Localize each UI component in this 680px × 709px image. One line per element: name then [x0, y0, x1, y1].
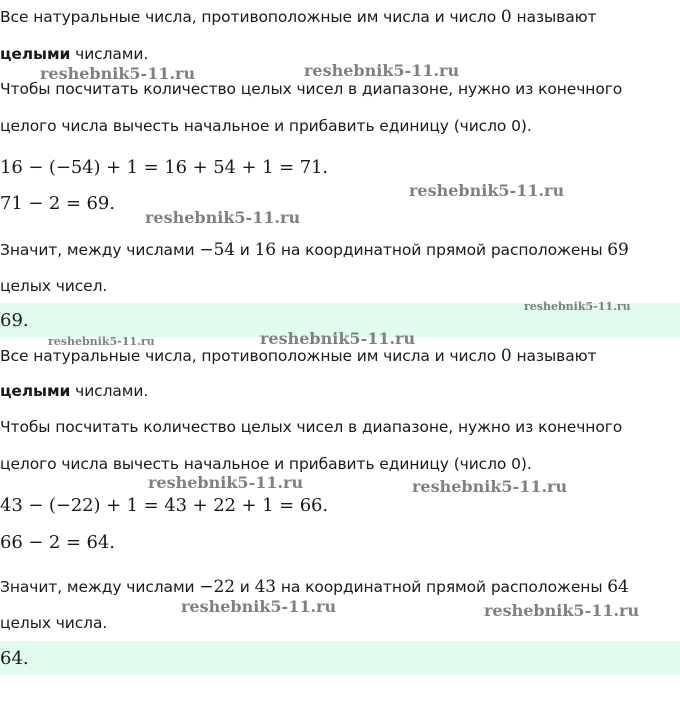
watermark: reshebnik5-11.ru: [304, 61, 460, 80]
watermark: reshebnik5-11.ru: [40, 64, 196, 83]
number-b: 16: [254, 240, 277, 260]
conclusion-line: Значит, между числами −22 и 43 на координатной прямой расположены 64: [0, 577, 629, 597]
watermark: reshebnik5-11.ru: [48, 335, 155, 348]
answer-box: [0, 641, 680, 675]
number-a: −54: [199, 240, 235, 260]
watermark: reshebnik5-11.ru: [409, 181, 565, 200]
watermark: reshebnik5-11.ru: [484, 601, 640, 620]
bold-term: целыми: [0, 382, 71, 400]
answer-value: 64.: [0, 648, 29, 669]
zero-number: 0: [500, 346, 512, 366]
watermark: reshebnik5-11.ru: [181, 597, 337, 616]
watermark: reshebnik5-11.ru: [412, 477, 568, 496]
conclusion-line: Значит, между числами −54 и 16 на координатной прямой расположены 69: [0, 240, 629, 260]
method-line: Чтобы посчитать количество целых чисел в диапазоне, нужно из конечного: [0, 418, 623, 436]
method-line-2: целого числа вычесть начальное и прибавить единицу (число 0).: [0, 117, 532, 135]
watermark: reshebnik5-11.ru: [524, 300, 631, 313]
watermark: reshebnik5-11.ru: [260, 329, 416, 348]
intro-line-2: целыми числами.: [0, 382, 149, 400]
count-number: 64: [607, 577, 629, 597]
intro-line: Все натуральные числа, противоположные им числа и число 0 называют: [0, 346, 597, 366]
count-number: 69: [607, 240, 629, 260]
zero-number: 0: [500, 7, 512, 27]
intro-line: Все натуральные числа, противоположные им числа и число 0 называют: [0, 7, 597, 27]
number-b: 43: [254, 577, 277, 597]
method-line: Чтобы посчитать количество целых чисел в диапазоне, нужно из конечного: [0, 80, 623, 98]
bold-term: целыми: [0, 45, 71, 63]
conclusion-line-2: целых числа.: [0, 614, 108, 632]
equation-2: 71 − 2 = 69.: [0, 193, 115, 214]
intro-line-2: целыми числами.: [0, 45, 149, 63]
answer-value: 69.: [0, 310, 29, 331]
number-a: −22: [199, 577, 235, 597]
conclusion-line-2: целых чисел.: [0, 277, 108, 295]
equation-2: 66 − 2 = 64.: [0, 532, 115, 553]
watermark: reshebnik5-11.ru: [148, 473, 304, 492]
method-line-2: целого числа вычесть начальное и прибавить единицу (число 0).: [0, 455, 532, 473]
equation-1: 43 − (−22) + 1 = 43 + 22 + 1 = 66.: [0, 495, 329, 516]
equation-1: 16 − (−54) + 1 = 16 + 54 + 1 = 71.: [0, 157, 329, 178]
watermark: reshebnik5-11.ru: [145, 208, 301, 227]
